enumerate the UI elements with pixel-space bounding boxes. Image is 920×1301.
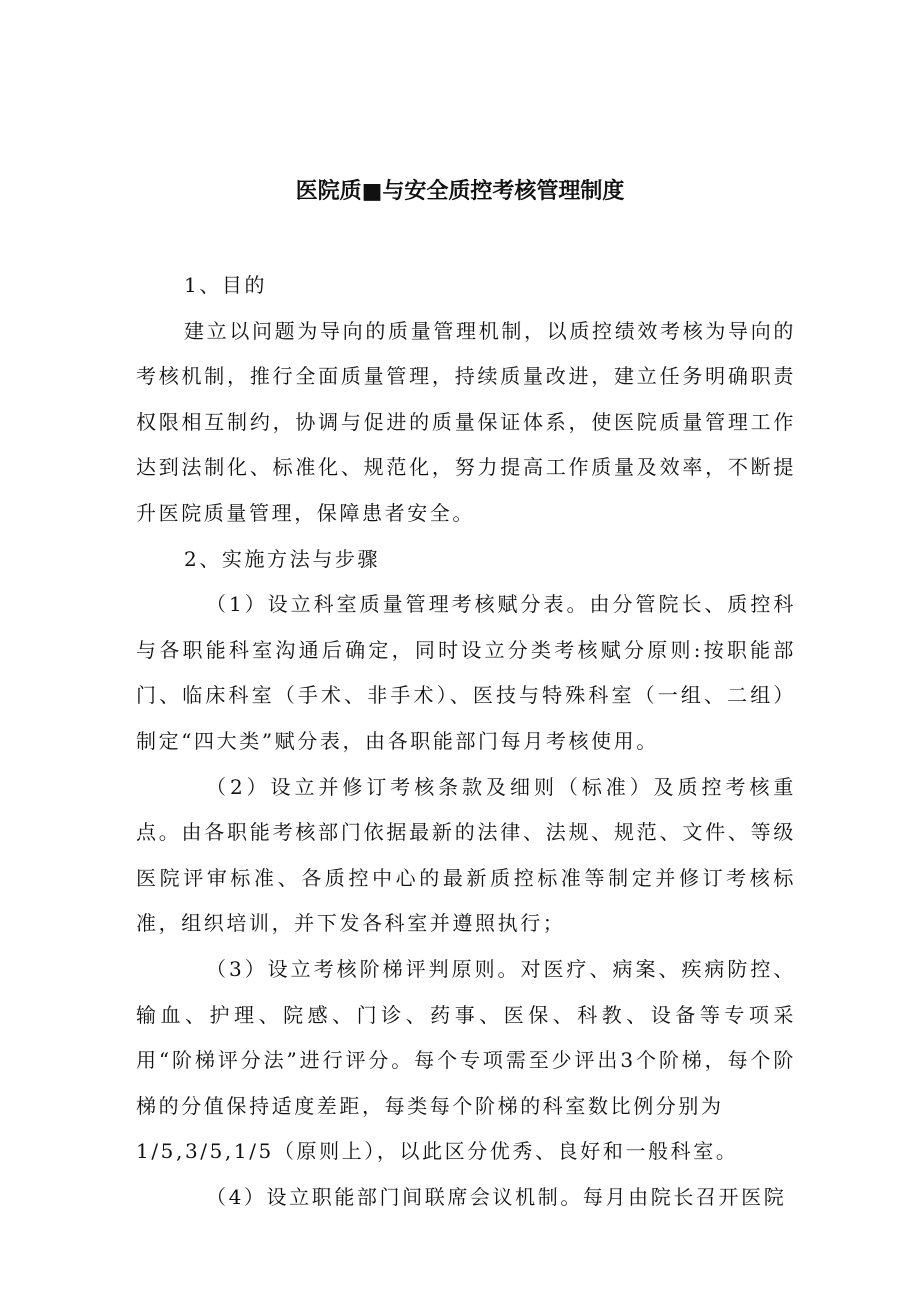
paragraph-step-4: （4）设立职能部门间联席会议机制。每月由院长召开医院 bbox=[206, 1184, 787, 1209]
paragraph-step-2: （2）设立并修订考核条款及细则（标准）及质控考核重点。由各职能考核部门依据最新的法律、法规、规范、文件、等级医院评审标准、各质控中心的最新质控标准等制定并修订考核标准，组织培训，并下发各科室并遵照执行； bbox=[136, 774, 796, 936]
document-title: 医院质■与安全质控考核管理制度 bbox=[295, 179, 625, 204]
section-heading-methods: 2、实施方法与步骤 bbox=[184, 546, 381, 571]
paragraph-step-3: （3）设立考核阶梯评判原则。对医疗、病案、疾病防控、输血、护理、院感、门诊、药事、医保、科教、设备等专项采用“阶梯评分法”进行评分。每个专项需至少评出3个阶梯，每个阶梯的分值保持适度差距，每类每个阶梯的科室数比例分别为 bbox=[136, 956, 796, 1118]
section-heading-purpose: 1、目的 bbox=[184, 273, 268, 297]
paragraph-purpose: 建立以问题为导向的质量管理机制，以质控绩效考核为导向的考核机制，推行全面质量管理，持续质量改进，建立任务明确职责权限相互制约，协调与促进的质量保证体系，使医院质量管理工作达到法制化、标准化、规范化，努力提高工作质量及效率，不断提升医院质量管理，保障患者安全。 bbox=[136, 318, 796, 525]
document-body bbox=[136, 263, 796, 1220]
paragraph-step-1: （1）设立科室质量管理考核赋分表。由分管院长、质控科与各职能科室沟通后确定，同时设立分类考核赋分原则:按职能部门、临床科室（手术、非手术）、医技与特殊科室（一组、二组）制定“四大类”赋分表，由各职能部门每月考核使用。 bbox=[136, 592, 796, 753]
paragraph-step-3-ratio: 1/5,3/5,1/5（原则上），以此区分优秀、良好和一般科室。 bbox=[136, 1139, 739, 1164]
